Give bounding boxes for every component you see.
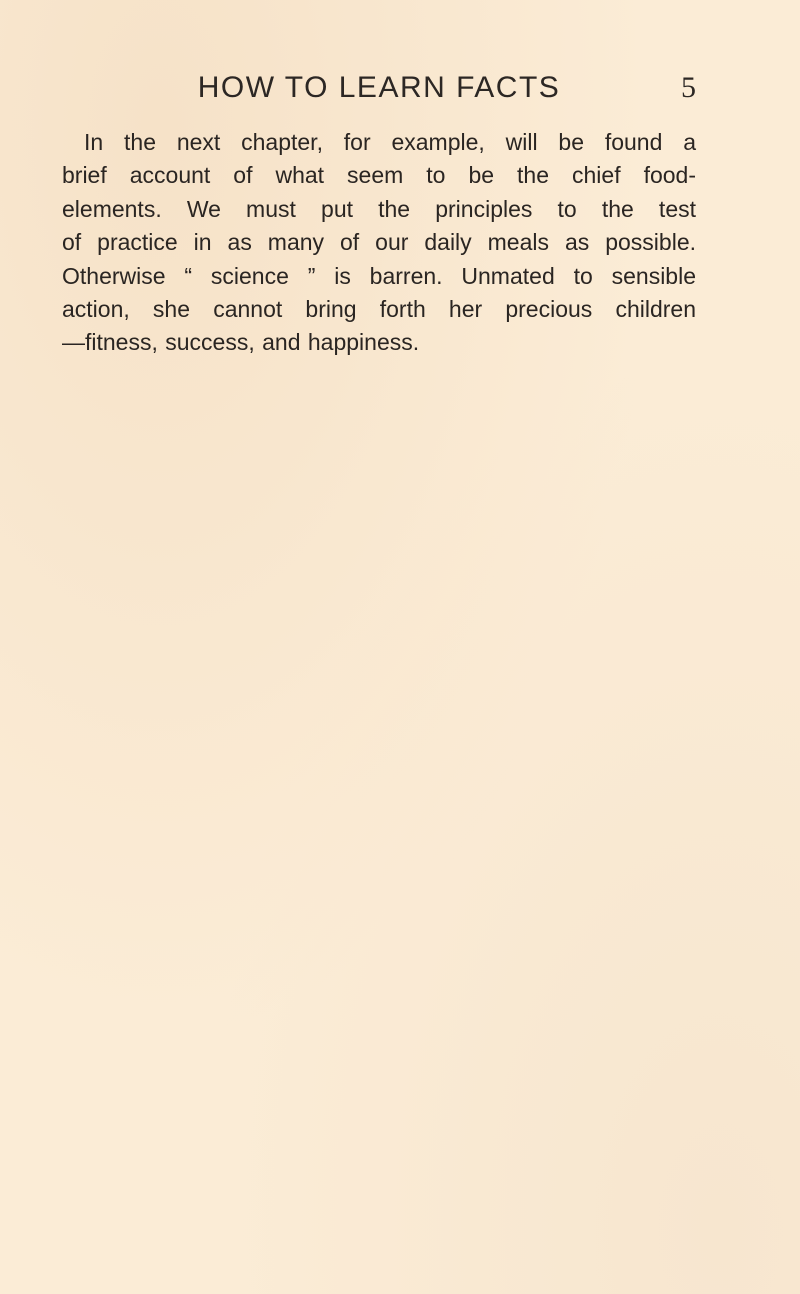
- text-line: action, she cannot bring forth her precious children: [62, 296, 696, 323]
- running-head: [62, 68, 696, 108]
- text-line: brief account of what seem to be the chief food-: [62, 162, 696, 189]
- body-paragraph: [62, 126, 696, 360]
- running-title: HOW TO LEARN FACTS: [197, 71, 561, 104]
- page-number: 5: [681, 71, 696, 104]
- text-line: —fitness, success, and happiness.: [62, 329, 420, 356]
- text-line: of practice in as many of our daily meals as possible.: [62, 229, 696, 256]
- text-line: Otherwise “ science ” is barren. Unmated to sensible: [62, 262, 696, 289]
- text-line: In the next chapter, for example, will be found a: [84, 129, 696, 155]
- text-line: elements. We must put the principles to the test: [62, 195, 696, 222]
